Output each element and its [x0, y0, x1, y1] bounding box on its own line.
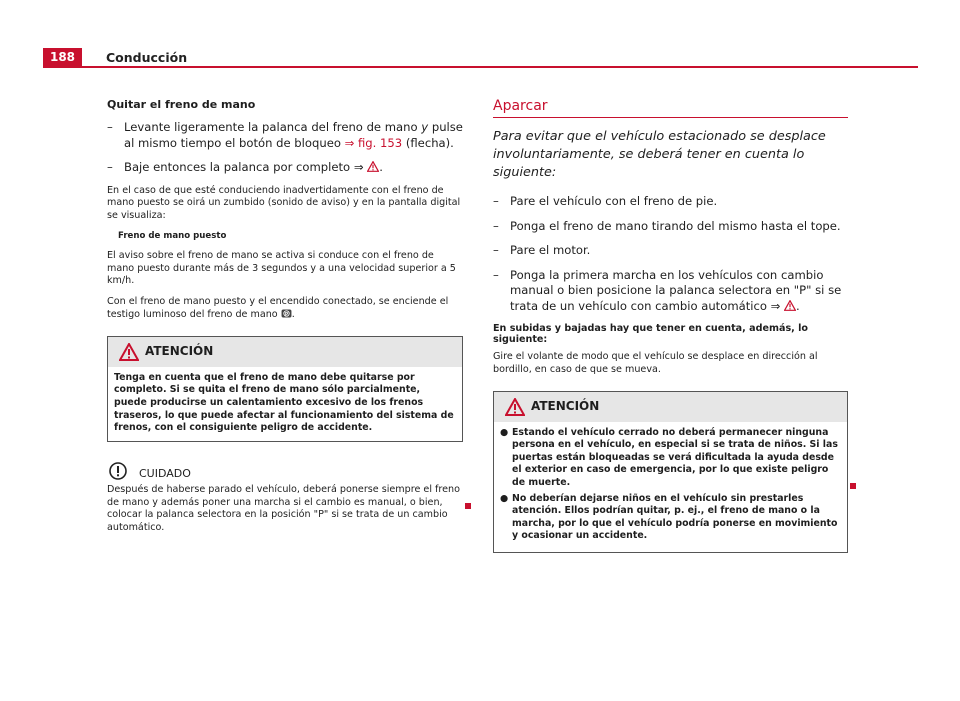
warning-header: [494, 392, 847, 422]
warning-text: Tenga en cuenta que el freno de mano debe quitarse por completo. Si se quita el freno de mano sólo parcialmente, puede producirse un calentamiento excesivo de los frenos traseros, lo que puede afectar al funcionamiento del sistema de frenos, con el consiguiente peligro de accidente.: [114, 371, 454, 434]
paragraph-text: Con el freno de mano puesto y el encendido conectado, se enciende el testigo luminoso del freno de mano: [107, 296, 449, 321]
bullet-marker: ●: [500, 492, 509, 504]
slope-heading: En subidas y bajadas hay que tener en cuenta, además, lo siguiente:: [493, 323, 809, 345]
dash-marker: –: [493, 218, 499, 233]
paragraph: Gire el volante de modo que el vehículo se desplace en dirección al bordillo, en caso de que se mueva.: [493, 351, 818, 375]
header-title: Conducción: [106, 50, 188, 65]
caution-block: [107, 462, 463, 535]
step-text-italic: y: [421, 120, 429, 134]
paragraph-text: .: [291, 309, 295, 321]
dash-marker: –: [107, 120, 113, 134]
bullet-text: Estando el vehículo cerrado no deberá permanecer ninguna persona en el vehículo, en especial si se trata de niños. Si las puertas están bloqueadas se verá dificultada la ayuda desde el exterior en caso de emergencia, por lo que existe peligro de muerte.: [512, 426, 838, 488]
step-text: Pare el vehículo con el freno de pie.: [510, 194, 718, 208]
warning-triangle-icon[interactable]: [367, 161, 379, 172]
paragraph: El aviso sobre el freno de mano se activa si conduce con el freno de mano puesto durante más de 3 segundos y a una velocidad superior a 5 km/h.: [107, 249, 456, 287]
page-number: 188: [43, 48, 82, 66]
step-text: (flecha).: [402, 135, 454, 150]
header-rule: [43, 66, 918, 68]
dash-marker: –: [107, 160, 113, 174]
dash-marker: –: [493, 194, 499, 208]
step-text: .: [379, 160, 383, 174]
warning-box: [107, 336, 463, 442]
list-item: [493, 219, 848, 235]
warning-header: [108, 337, 462, 367]
warning-triangle-icon: [119, 343, 139, 361]
list-item: [493, 243, 848, 259]
warning-text: [494, 422, 847, 552]
warning-triangle-icon[interactable]: [784, 300, 796, 311]
subsection-heading: Quitar el freno de mano: [107, 98, 256, 111]
warning-box: [493, 391, 848, 553]
section-end-mark-icon: [465, 503, 471, 509]
dash-marker: –: [493, 243, 499, 257]
step-text: .: [796, 298, 800, 313]
bullet-item: [500, 493, 841, 543]
paragraph: [107, 296, 463, 322]
bullet-item: [500, 427, 841, 490]
right-column: [493, 98, 848, 553]
paragraph: En el caso de que esté conduciendo inadvertidamente con el freno de mano puesto se oirá un zumbido (sonido de aviso) y en la pantalla digital se visualiza:: [107, 184, 461, 222]
list-item: [493, 268, 848, 315]
caution-header: [107, 462, 463, 484]
warning-label: ATENCIÓN: [531, 398, 600, 413]
caution-exclamation-icon: [109, 462, 127, 480]
list-item: [107, 120, 463, 151]
section-title: Aparcar: [493, 98, 848, 118]
bullet-text: No deberían dejarse niños en el vehículo sin prestarles atención. Ellos podrían quitar, p. ej., el freno de mano o la marcha, por lo que el vehículo podría ponerse en movimiento y ocasionar un accidente.: [512, 492, 838, 542]
warning-label: ATENCIÓN: [145, 343, 214, 358]
bullet-marker: ●: [500, 426, 509, 438]
step-text: Ponga el freno de mano tirando del mismo hasta el tope.: [510, 218, 841, 233]
step-text: pulse al mismo tiempo el botón de bloqueo: [124, 120, 463, 150]
list-item: [107, 160, 463, 176]
list-item: [493, 194, 848, 210]
warning-triangle-icon: [505, 398, 525, 416]
dash-marker: –: [493, 267, 499, 282]
svg-text:P: P: [284, 312, 288, 318]
left-column: [107, 98, 463, 543]
figure-link[interactable]: ⇒ fig. 153: [344, 135, 403, 150]
step-text: Ponga la primera marcha en los vehículos con cambio manual o bien posicione la palanca selectora en "P" si se trata de un vehículo con cambio automático ⇒: [510, 267, 842, 313]
step-text: Levante ligeramente la palanca del freno de mano: [124, 120, 422, 134]
display-message: Freno de mano puesto: [118, 230, 227, 241]
section-intro: Para evitar que el vehículo estacionado se desplace involuntariamente, se deberá tener en cuenta lo siguiente:: [493, 129, 826, 180]
step-text: Pare el motor.: [510, 243, 591, 257]
section-end-mark-icon: [850, 483, 856, 489]
handbrake-lamp-icon: [281, 309, 292, 318]
step-text: Baje entonces la palanca por completo ⇒: [124, 160, 368, 174]
caution-text: Después de haberse parado el vehículo, deberá ponerse siempre el freno de mano y además poner una marcha si el cambio es manual, o bien, colocar la palanca selectora en la posición "P" si se trata de un cambio automático.: [107, 483, 460, 534]
caution-label: CUIDADO: [139, 466, 191, 480]
